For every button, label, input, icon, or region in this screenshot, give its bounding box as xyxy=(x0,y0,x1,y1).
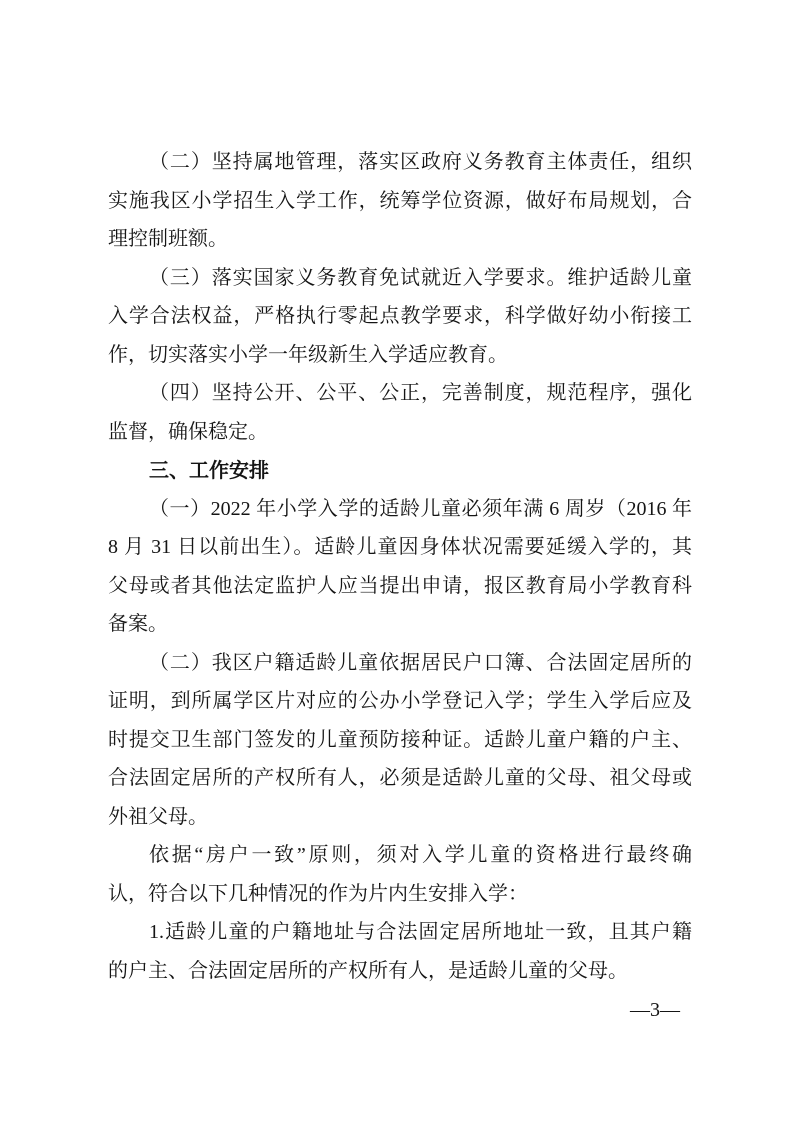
paragraph-line: 8 月 31 日以前出生）。适龄儿童因身体状况需要延缓入学的，其 xyxy=(108,536,692,558)
paragraph-line: 合法固定居所的产权所有人，必须是适龄儿童的父母、祖父母或 xyxy=(108,767,692,789)
paragraph-line: 实施我区小学招生入学工作，统筹学位资源，做好布局规划，合 xyxy=(108,189,692,212)
paragraph xyxy=(108,913,692,990)
paragraph-line: （一）2022 年小学入学的适龄儿童必须年满 6 周岁（2016 年 xyxy=(149,497,692,520)
paragraph-line: 证明，到所属学区片对应的公办小学登记入学；学生入学后应及 xyxy=(108,690,692,712)
paragraph-line: （四）坚持公开、公平、公正，完善制度，规范程序，强化 xyxy=(149,382,692,404)
paragraph-line: （二）我区户籍适龄儿童依据居民户口簿、合法固定居所的 xyxy=(149,651,692,674)
paragraph-line: 的户主、合法固定居所的产权所有人，是适龄儿童的父母。 xyxy=(108,959,628,982)
paragraph-line: 依据“房户一致”原则，须对入学儿童的资格进行最终确 xyxy=(149,844,692,866)
paragraph-line: （二）坚持属地管理，落实区政府义务教育主体责任，组织 xyxy=(149,151,692,173)
paragraph-line: 作，切实落实小学一年级新生入学适应教育。 xyxy=(108,343,508,366)
paragraph xyxy=(108,644,692,837)
page-number: —3— xyxy=(630,999,680,1021)
paragraph-line: 1.适龄儿童的户籍地址与合法固定居所地址一致，且其户籍 xyxy=(149,921,692,943)
paragraph-line: 外祖父母。 xyxy=(108,805,208,828)
paragraph xyxy=(108,836,692,913)
paragraph-line: 入学合法权益，严格执行零起点教学要求，科学做好幼小衔接工 xyxy=(108,305,692,327)
document-body xyxy=(108,143,692,990)
paragraph-line: 备案。 xyxy=(108,613,168,635)
paragraph-line: 理控制班额。 xyxy=(108,228,228,250)
paragraph xyxy=(108,490,692,644)
paragraph xyxy=(108,143,692,259)
paragraph xyxy=(108,259,692,375)
paragraph xyxy=(108,374,692,451)
paragraph-line: （三）落实国家义务教育免试就近入学要求。维护适龄儿童 xyxy=(149,266,692,289)
section-heading: 三、工作安排 xyxy=(149,458,269,482)
paragraph-line: 时提交卫生部门签发的儿童预防接种证。适龄儿童户籍的户主、 xyxy=(108,728,692,751)
paragraph-line: 监督，确保稳定。 xyxy=(108,420,268,443)
paragraph-line: 父母或者其他法定监护人应当提出申请，报区教育局小学教育科 xyxy=(108,574,692,597)
paragraph-line: 认，符合以下几种情况的作为片内生安排入学： xyxy=(108,882,528,905)
